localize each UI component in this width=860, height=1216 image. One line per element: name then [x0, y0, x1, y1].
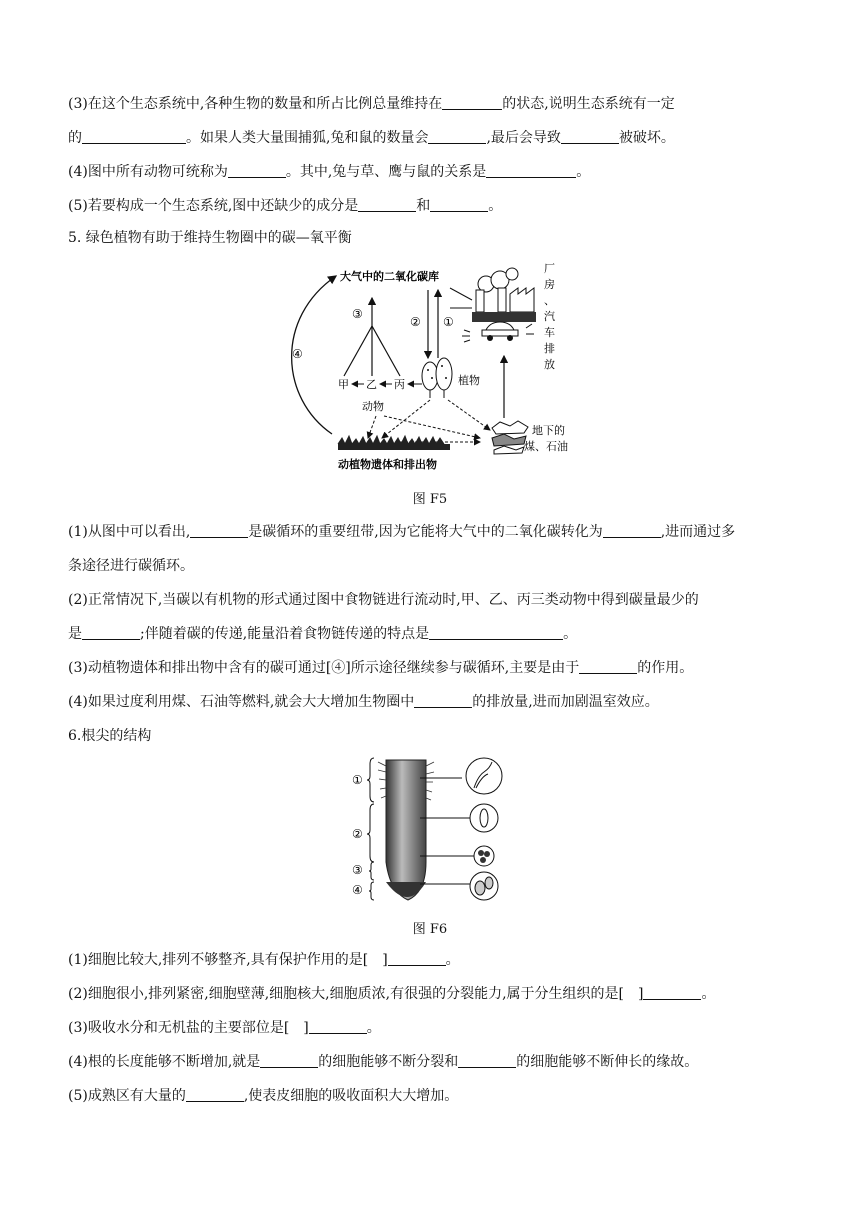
answer-blank[interactable]	[430, 197, 488, 212]
brace	[369, 862, 374, 880]
dashed-arrow	[384, 416, 480, 438]
remains-label: 动植物遗体和排出物	[338, 458, 437, 471]
q5-part4	[68, 692, 820, 712]
q5-part1-line2: 条途径进行碳循环。	[68, 558, 194, 574]
answer-blank[interactable]	[561, 129, 619, 144]
plant-label: 植物	[458, 374, 480, 387]
text: (1)从图中可以看出,	[68, 524, 191, 540]
text: ,进而通过多	[660, 524, 736, 540]
ground-remains-icon	[338, 436, 450, 450]
root-body	[386, 760, 426, 900]
root-cap-cell-icon	[470, 872, 498, 900]
underground-label-2: 煤、石油	[524, 440, 568, 453]
text: (4)根的长度能够不断增加,就是	[68, 1054, 261, 1070]
q6-part4	[68, 1052, 820, 1072]
label-jia: 甲	[338, 378, 349, 391]
answer-blank[interactable]	[428, 129, 486, 144]
answer-blank[interactable]	[603, 523, 661, 538]
figure-caption-f6: 图 F6	[412, 922, 448, 937]
text: 的排放量,进而加剧温室效应。	[472, 694, 659, 710]
factory-icon	[450, 268, 536, 322]
brace	[369, 882, 374, 900]
text: (5)成熟区有大量的	[68, 1088, 186, 1104]
text: 的细胞能够不断分裂和	[318, 1054, 459, 1070]
text: (4)如果过度利用煤、石油等燃料,就会大大增加生物圈中	[68, 694, 415, 710]
answer-blank[interactable]	[579, 659, 637, 674]
factory-char: 汽	[544, 310, 555, 323]
dashed-arrow	[382, 400, 430, 438]
root-label-2: ②	[352, 827, 363, 841]
root-label-1: ①	[352, 773, 363, 787]
text: 。	[445, 952, 460, 968]
text: 。	[488, 198, 503, 214]
text: (4)图中所有动物可统称为	[68, 164, 228, 180]
root-tip-figure	[350, 752, 510, 908]
dashed-arrow	[448, 400, 490, 430]
underground-label-1: 地下的	[532, 424, 565, 437]
text: 的状态,说明生态系统有一定	[502, 96, 675, 112]
q6-title: 6.根尖的结构	[68, 728, 152, 744]
label-yi: 乙	[366, 378, 377, 391]
q6-part2	[68, 984, 820, 1004]
text: ;伴随着碳的传递,能量沿着食物链传递的特点是	[140, 626, 430, 642]
text: (1)细胞比较大,排列不够整齐,具有保护作用的是[	[68, 952, 369, 968]
answer-blank[interactable]	[442, 95, 502, 110]
text: 是碳循环的重要纽带,因为它能将大气中的二氧化碳转化为	[248, 524, 603, 540]
figure-caption-f5: 图 F5	[412, 492, 448, 507]
factory-label	[544, 262, 555, 371]
text: 。	[366, 1020, 381, 1036]
text: 。其中,兔与草、鹰与鼠的关系是	[285, 164, 487, 180]
car-icon	[462, 322, 534, 342]
answer-blank[interactable]	[309, 1019, 367, 1034]
factory-char: 厂	[544, 262, 555, 275]
answer-blank[interactable]	[429, 625, 563, 640]
answer-blank[interactable]	[358, 197, 416, 212]
text: 是	[68, 626, 82, 642]
text: 和	[416, 198, 431, 214]
plant-icon	[422, 358, 452, 398]
label-3: ③	[352, 307, 363, 321]
root-label-3: ③	[352, 863, 363, 877]
text: 的细胞能够不断伸长的缘故。	[516, 1054, 699, 1070]
answer-blank[interactable]	[414, 693, 472, 708]
brace	[367, 758, 374, 802]
text: ]	[382, 952, 388, 968]
answer-blank[interactable]	[186, 1087, 244, 1102]
answer-blank[interactable]	[82, 129, 186, 144]
q6-part3	[68, 1018, 820, 1038]
coal-oil-icon	[492, 421, 528, 454]
meristem-cell-icon	[474, 846, 494, 866]
answer-blank[interactable]	[260, 1053, 318, 1068]
q5-part2-line2	[68, 624, 820, 644]
text: 被破坏。	[618, 130, 675, 146]
answer-blank[interactable]	[82, 625, 140, 640]
text: (3)在这个生态系统中,各种生物的数量和所占比例总量维持在	[68, 96, 443, 112]
text: ]	[303, 1020, 309, 1036]
q4-part5	[68, 196, 820, 216]
label-bing: 丙	[394, 378, 405, 391]
answer-blank[interactable]	[190, 523, 248, 538]
answer-blank[interactable]	[486, 163, 576, 178]
answer-blank[interactable]	[388, 951, 446, 966]
line-jia	[344, 326, 372, 376]
factory-char: 车	[544, 326, 555, 339]
root-hair-cell-icon	[466, 758, 502, 794]
factory-char: 房	[544, 278, 555, 291]
text: 的作用。	[637, 660, 694, 676]
dashed-arrow	[368, 416, 376, 438]
text: 。如果人类大量围捕狐,兔和鼠的数量会	[186, 130, 429, 146]
text: (5)若要构成一个生态系统,图中还缺少的成分是	[68, 198, 359, 214]
answer-blank[interactable]	[458, 1053, 516, 1068]
q5-part2-line1: (2)正常情况下,当碳以有机物的形式通过图中食物链进行流动时,甲、乙、丙三类动物中得到碳量最少的	[68, 592, 699, 608]
text: 。	[701, 986, 716, 1002]
text: ]	[638, 986, 644, 1002]
factory-char: 、	[544, 294, 555, 307]
carbon-cycle-figure	[280, 258, 590, 476]
q4-part4	[68, 162, 820, 182]
line-bing	[372, 326, 400, 376]
brace	[367, 804, 374, 862]
q6-part5	[68, 1086, 820, 1106]
label-1: ①	[443, 315, 454, 329]
answer-blank[interactable]	[228, 163, 286, 178]
text: 。	[563, 626, 578, 642]
text: ,最后会导致	[486, 130, 561, 146]
q6-part1	[68, 950, 820, 970]
answer-blank[interactable]	[643, 985, 701, 1000]
q5-part3	[68, 658, 820, 678]
text: 。	[576, 164, 591, 180]
text: 的	[68, 130, 82, 146]
q5-title: 5. 绿色植物有助于维持生物圈中的碳—氧平衡	[68, 230, 352, 246]
elongation-cell-icon	[470, 804, 498, 832]
q4-part3-line2	[68, 128, 820, 148]
factory-char: 放	[544, 358, 555, 371]
root-label-4: ④	[352, 883, 363, 897]
animal-label: 动物	[362, 400, 384, 413]
text: (3)动植物遗体和排出物中含有的碳可通过[④]所示途径继续参与碳循环,主要是由于	[68, 660, 580, 676]
q5-part1-line1	[68, 522, 820, 542]
atmosphere-label: 大气中的二氧化碳库	[340, 270, 439, 283]
factory-char: 排	[544, 342, 555, 355]
text: (3)吸收水分和无机盐的主要部位是[	[68, 1020, 290, 1036]
text: (2)细胞很小,排列紧密,细胞壁薄,细胞核大,细胞质浓,有很强的分裂能力,属于分生组织的是[	[68, 986, 624, 1002]
label-2: ②	[410, 315, 421, 329]
text: ,使表皮细胞的吸收面积大大增加。	[243, 1088, 459, 1104]
q4-part3-line1	[68, 94, 820, 114]
label-4: ④	[292, 347, 303, 361]
